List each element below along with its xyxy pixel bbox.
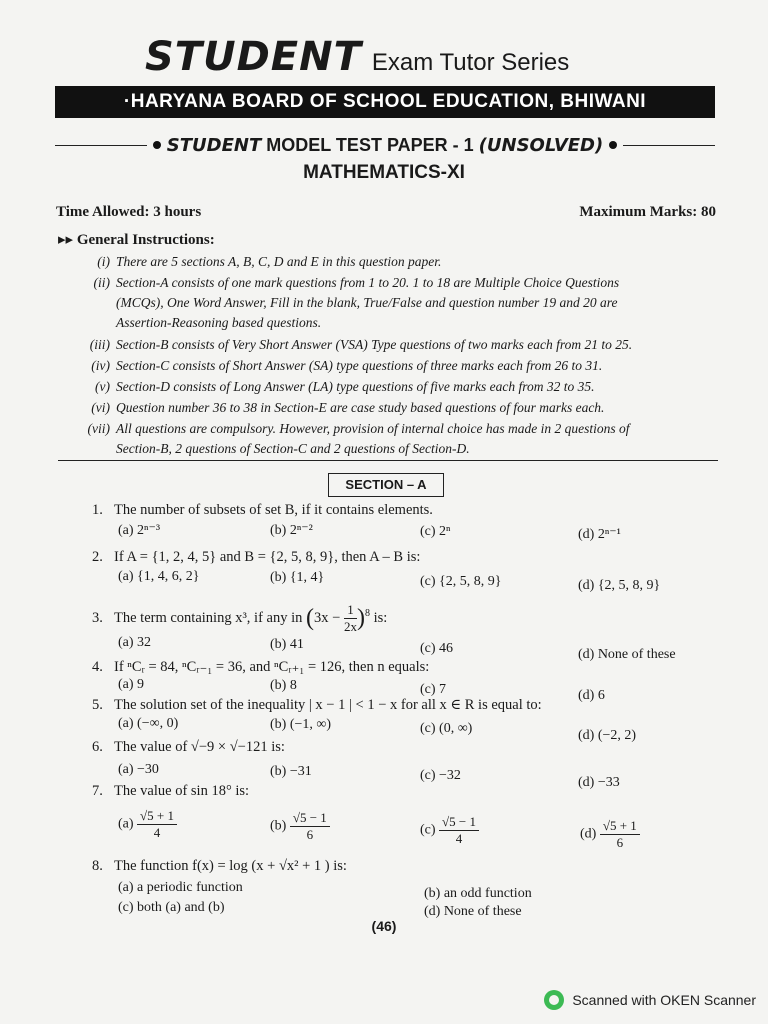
time-allowed: Time Allowed: 3 hours (56, 204, 202, 220)
double-arrow-icon: ▸▸ (58, 232, 74, 248)
option: (c) 46 (420, 641, 454, 656)
instruction-item: (iv) Section-C consists of Short Answer (SA) type questions of three marks each from 26 to 31. (91, 358, 603, 373)
question: 4. If ⁿCᵣ = 84, ⁿCᵣ₋₁ = 36, and ⁿCᵣ₊₁ = 126, then n equals: (92, 659, 430, 675)
question: 3. The term containing x³, if any in (3x − $\frac{1}{2x}$ )$^8$ is: (92, 602, 388, 634)
brand-series: Exam Tutor Series (371, 49, 570, 76)
scanner-watermark: Scanned with OKEN Scanner (544, 990, 756, 1010)
option: (c) −32 (420, 768, 461, 783)
divider (623, 145, 715, 146)
instruction-item: Assertion-Reasoning based questions. (116, 315, 322, 330)
instruction-item: (vi) Question number 36 to 38 in Section-E are case study based questions of four marks each. (91, 400, 605, 415)
question: 5. The solution set of the inequality | x − 1 | < 1 − x for all x ∈ R is equal to: (92, 697, 542, 713)
option: (d) −33 (578, 775, 620, 790)
bullet-icon (153, 141, 161, 149)
section-label: SECTION – A (328, 473, 444, 497)
option: (b) an odd function (424, 886, 532, 901)
option: (b) −31 (270, 764, 312, 779)
fraction: $\frac{1}{2x}$ (343, 602, 357, 634)
instruction-item: (ii) Section-A consists of one mark questions from 1 to 20. 1 to 18 are Multiple Choice Questions (93, 275, 620, 290)
option: (a) $\frac{√5 + 1}{4}$ (118, 808, 177, 841)
option: (b) 41 (270, 637, 304, 652)
option: (a) 9 (118, 677, 145, 692)
instruction-item: (vii) All questions are compulsory. However, provision of internal choice has made in 2 questions of (87, 421, 630, 436)
option: (b) 2ⁿ⁻² (270, 523, 313, 538)
maximum-marks: Maximum Marks: 80 (579, 204, 716, 220)
question: 8. The function f(x) = log (x + √x² + 1 ) is: (92, 858, 347, 874)
instruction-item: (v) Section-D consists of Long Answer (LA) type questions of five marks each from 32 to 35. (95, 379, 595, 394)
divider (58, 460, 718, 461)
option: (c) both (a) and (b) (118, 900, 225, 915)
divider (55, 145, 147, 146)
subject-title: MATHEMATICS-XI (303, 162, 465, 183)
board-banner: ·HARYANA BOARD OF SCHOOL EDUCATION, BHIWANI (55, 86, 715, 118)
option: (c) 2ⁿ (420, 524, 451, 539)
option: (a) −30 (118, 762, 159, 777)
option: (c) 7 (420, 682, 447, 697)
option: (c) $\frac{√5 - 1}{4}$ (420, 814, 479, 847)
instruction-item: (MCQs), One Word Answer, Fill in the blank, True/False and question number 19 and 20 are (116, 295, 618, 310)
option: (c) (0, ∞) (420, 721, 473, 736)
option: (d) None of these (578, 647, 676, 662)
question: 2. If A = {1, 2, 4, 5} and B = {2, 5, 8, 9}, then A – B is: (92, 549, 421, 565)
paper-title: STUDENT MODEL TEST PAPER - 1 (UNSOLVED) (166, 134, 604, 156)
option: (c) {2, 5, 8, 9} (420, 574, 502, 589)
option: (b) {1, 4} (270, 570, 325, 585)
option: (d) (−2, 2) (578, 728, 637, 743)
option: (a) 32 (118, 635, 152, 650)
option: (b) (−1, ∞) (270, 717, 332, 732)
instruction-item: (i) There are 5 sections A, B, C, D and E in this question paper. (97, 254, 442, 269)
page-number: (46) (371, 918, 397, 934)
question: 1. The number of subsets of set B, if it contains elements. (92, 502, 433, 518)
brand-logo-text: STUDENT (145, 34, 362, 80)
option: (a) 2ⁿ⁻³ (118, 523, 161, 538)
paper-title-row (55, 130, 715, 160)
brand-header (145, 34, 569, 80)
option: (b) $\frac{√5 - 1}{6}$ (270, 810, 330, 843)
option: (a) a periodic function (118, 880, 243, 895)
instruction-item: (iii) Section-B consists of Very Short Answer (VSA) Type questions of two marks each from 21 to 25. (89, 337, 633, 352)
option: (b) 8 (270, 678, 297, 693)
question: 7. The value of sin 18° is: (92, 783, 250, 799)
option: (d) $\frac{√5 + 1}{6}$ (580, 818, 640, 851)
instructions-heading: ▸▸ General Instructions: (58, 232, 215, 248)
option: (a) {1, 4, 6, 2} (118, 569, 200, 584)
option: (d) {2, 5, 8, 9} (578, 578, 661, 593)
option: (a) (−∞, 0) (118, 716, 179, 731)
option: (d) None of these (424, 904, 522, 919)
bullet-icon (609, 141, 617, 149)
option: (d) 2ⁿ⁻¹ (578, 527, 621, 542)
instruction-item: Section-B, 2 questions of Section-C and 2 questions of Section-D. (116, 441, 470, 456)
option: (d) 6 (578, 688, 605, 703)
question: 6. The value of √−9 × √−121 is: (92, 739, 285, 755)
scanner-logo-icon (544, 990, 564, 1010)
